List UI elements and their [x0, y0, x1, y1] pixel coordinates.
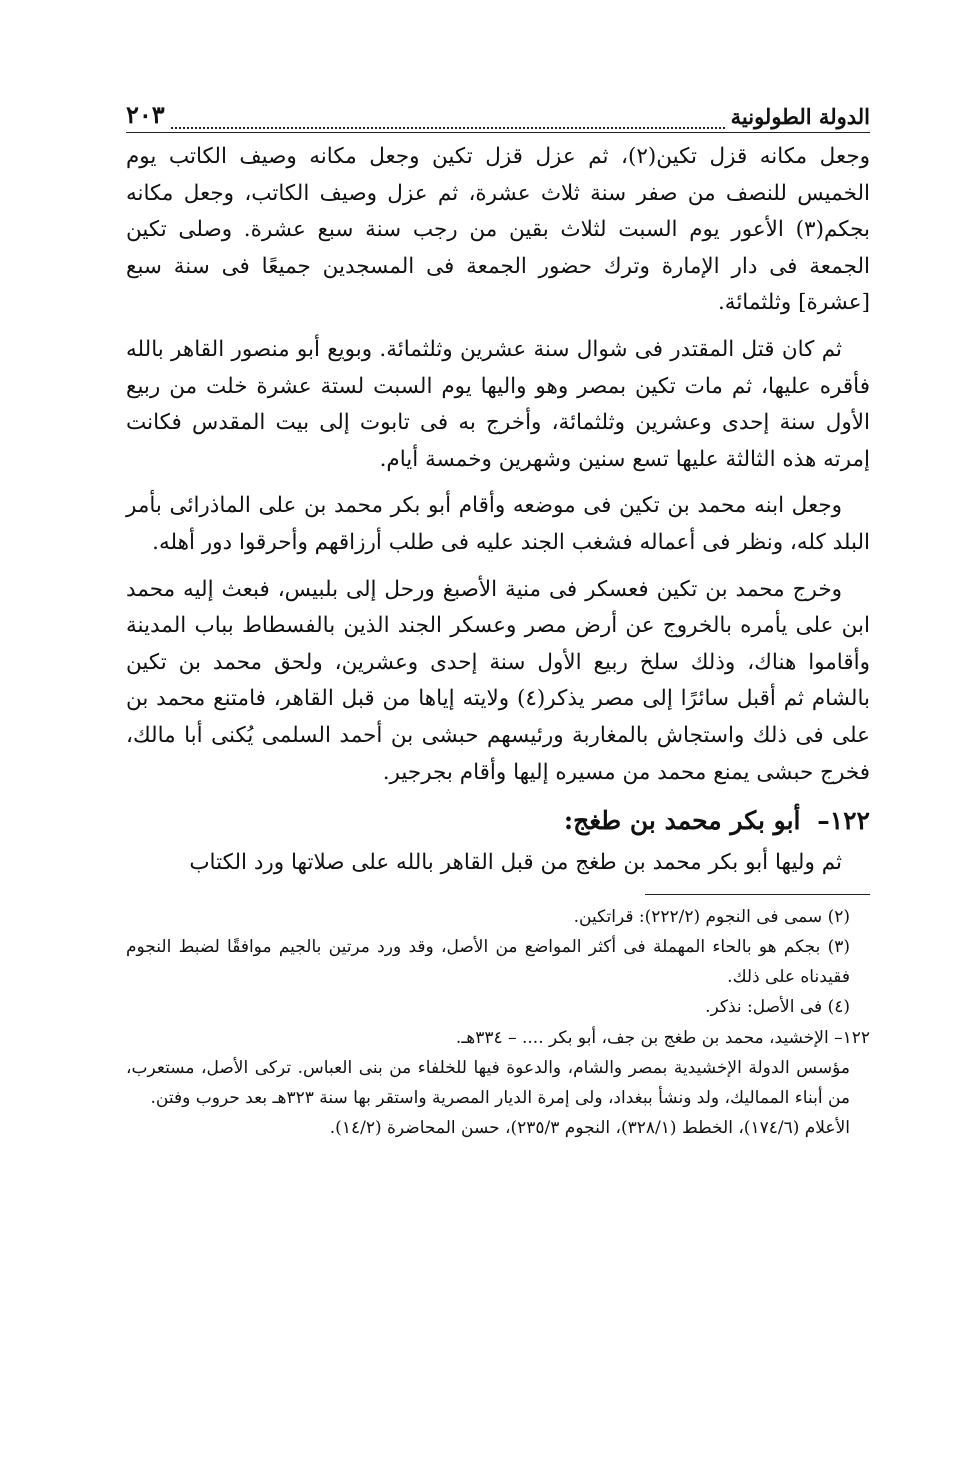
paragraph: وجعل مكانه قزل تكين(٢)، ثم عزل قزل تكين وجعل مكانه وصيف الكاتب يوم الخميس للنصف من صفر سنة ثلاث عشرة، ثم عزل وصيف الكاتب، وجعل مكانه بجكم(٣) الأعور يوم السبت لثلاث بقين من رجب سنة سبع عشرة. وصلى تكين الجمعة فى دار الإمارة وترك حضور الجمعة فى المسجدين جميعًا فى سنة سبع [عشرة] وثلثمائة.	[126, 144, 870, 316]
book-page	[126, 100, 870, 1145]
section-title: أبو بكر محمد بن طغج:	[563, 806, 801, 836]
leader-dots	[171, 113, 725, 129]
paragraph: وجعل ابنه محمد بن تكين فى موضعه وأقام أبو بكر محمد بن على الماذرائى بأمر البلد كله، ونظر فى أعماله فشغب الجند عليه فى طلب أرزاقهم وأحرقوا دور أهله.	[126, 493, 870, 555]
section-number: ١٢٢–	[817, 806, 870, 836]
page-number: ٢٠٣	[126, 100, 165, 129]
main-text	[126, 139, 870, 882]
bio-text: مؤسس الدولة الإخشيدية بمصر والشام، والدعوة فيها للخلفاء من بنى العباس. تركى الأصل، مستعرب، من أبناء المماليك، ولد ونشأ ببغداد، ولى إمرة الديار المصرية واستقر بها سنة ٣٢٣هـ بعد حروب وفتن.	[126, 1058, 850, 1108]
paragraph: ثم كان قتل المقتدر فى شوال سنة عشرين وثلثمائة. وبويع أبو منصور القاهر بالله فأقره عليها، ثم مات تكين بمصر وهو واليها يوم السبت لستة عشرة خلت من ربيع الأول سنة إحدى وعشرين وثلثمائة، وأخرج به فى تابوت إلى بيت المقدس فكانت إمرته هذه الثالثة عليها تسع سنين وشهرين وخمسة أيام.	[126, 336, 870, 472]
footnote-rule	[645, 894, 870, 895]
footnote: (٣) بجكم هو بالحاء المهملة فى أكثر المواضع من الأصل، وقد ورد مرتين بالجيم موافقًا لضبط النجوم فقيدناه على ذلك.	[126, 937, 850, 987]
paragraph: ثم وليها أبو بكر محمد بن طغج من قبل القاهر بالله على صلاتها ورد الكتاب	[189, 850, 842, 876]
running-head-title: الدولة الطولونية	[730, 104, 870, 129]
bio-heading: ١٢٢– الإخشيد، محمد بن طغج بن جف، أبو بكر .... – ٣٣٤هـ.	[455, 1027, 870, 1048]
paragraph: وخرج محمد بن تكين فعسكر فى منية الأصبغ ورحل إلى بلبيس، فبعث إليه محمد ابن على يأمره بالخروج عن أرض مصر وعسكر الجند الذين بالفسطاط بباب المدينة وأقاموا هناك، وذلك سلخ ربيع الأول سنة إحدى وعشرين، ولحق محمد بن تكين بالشام ثم أقبل سائرًا إلى مصر يذكر(٤) ولايته إياها من قبل القاهر، فامتنع محمد بن على فى ذلك واستجاش بالمغاربة ورئيسهم حبشى بن أحمد السلمى يُكنى أبا مالك، فخرج حبشى يمنع محمد من مسيره إليها وأقام بجرجير.	[126, 576, 870, 785]
footnote: (٤) فى الأصل: نذكر.	[705, 997, 850, 1018]
footnote: (٢) سمى فى النجوم (٢٢٢/٢): قراتكين.	[573, 906, 850, 927]
section-heading	[126, 801, 870, 841]
running-head	[126, 100, 870, 133]
footnotes	[126, 903, 870, 1144]
bio-sources: الأعلام (١٧٤/٦)، الخطط (٣٢٨/١)، النجوم ٢٣٥/٣)، حسن المحاضرة (١٤/٢).	[329, 1118, 850, 1139]
